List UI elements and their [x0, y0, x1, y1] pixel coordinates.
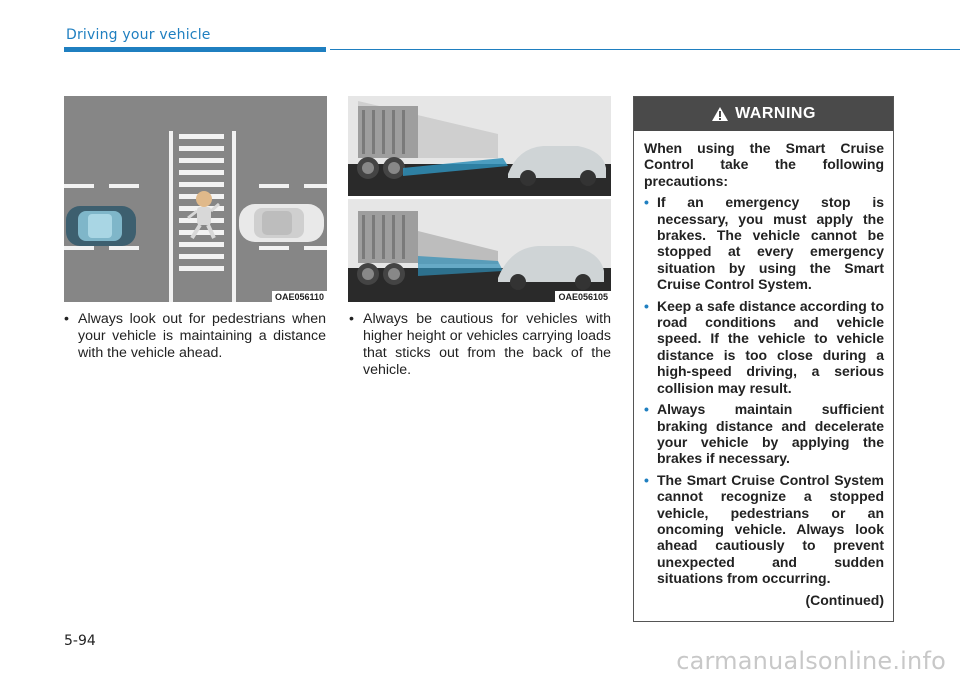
figure-truck-car: [348, 96, 611, 302]
figure-code: OAE056105: [555, 291, 611, 302]
bullet-text-left: [64, 311, 326, 362]
warning-box: [633, 96, 894, 622]
bullet-text-right: [349, 311, 611, 379]
warning-triangle-icon: [711, 106, 729, 122]
header-rule-thin: [330, 49, 960, 50]
warning-intro: When using the Smart Cruise Control take the following precautions:: [644, 140, 884, 189]
section-title: Driving your vehicle: [66, 27, 211, 43]
warning-continued: (Continued): [805, 591, 884, 608]
warning-title: WARNING: [735, 105, 816, 122]
list-item: • Always be cautious for vehicles with higher height or vehicles carrying loads that sticks out from the back of the vehicle.: [349, 311, 611, 379]
page-number: 5-94: [64, 633, 96, 649]
warning-item: • Keep a safe distance according to road conditions and vehicle speed. If the vehicle to vehicle distance is too close during a high-speed driving, a serious collision may result.: [644, 298, 884, 396]
warning-item: • If an emergency stop is necessary, you must apply the brakes. The vehicle cannot be stopped at every emergency situation by using the Smart Cruise Control System.: [644, 194, 884, 292]
warning-item: • The Smart Cruise Control System cannot recognize a stopped vehicle, pedestrians or an oncoming vehicle. Always look ahead cautiously to prevent unexpected and sudden situations from occurring.: [644, 472, 884, 587]
watermark: carmanualsonline.info: [676, 647, 946, 675]
figure-crosswalk: [64, 96, 327, 302]
warning-body: [634, 131, 893, 608]
header-rule-thick: [64, 47, 326, 52]
truck-illustration: [348, 96, 611, 302]
crosswalk-illustration: [64, 96, 327, 302]
figure-code: OAE056110: [272, 291, 327, 302]
warning-item: • Always maintain sufficient braking distance and decelerate your vehicle by applying the brakes if necessary.: [644, 401, 884, 467]
list-item: • Always look out for pedestrians when your vehicle is maintaining a distance with the vehicle ahead.: [64, 311, 326, 362]
warning-header: [634, 97, 893, 131]
